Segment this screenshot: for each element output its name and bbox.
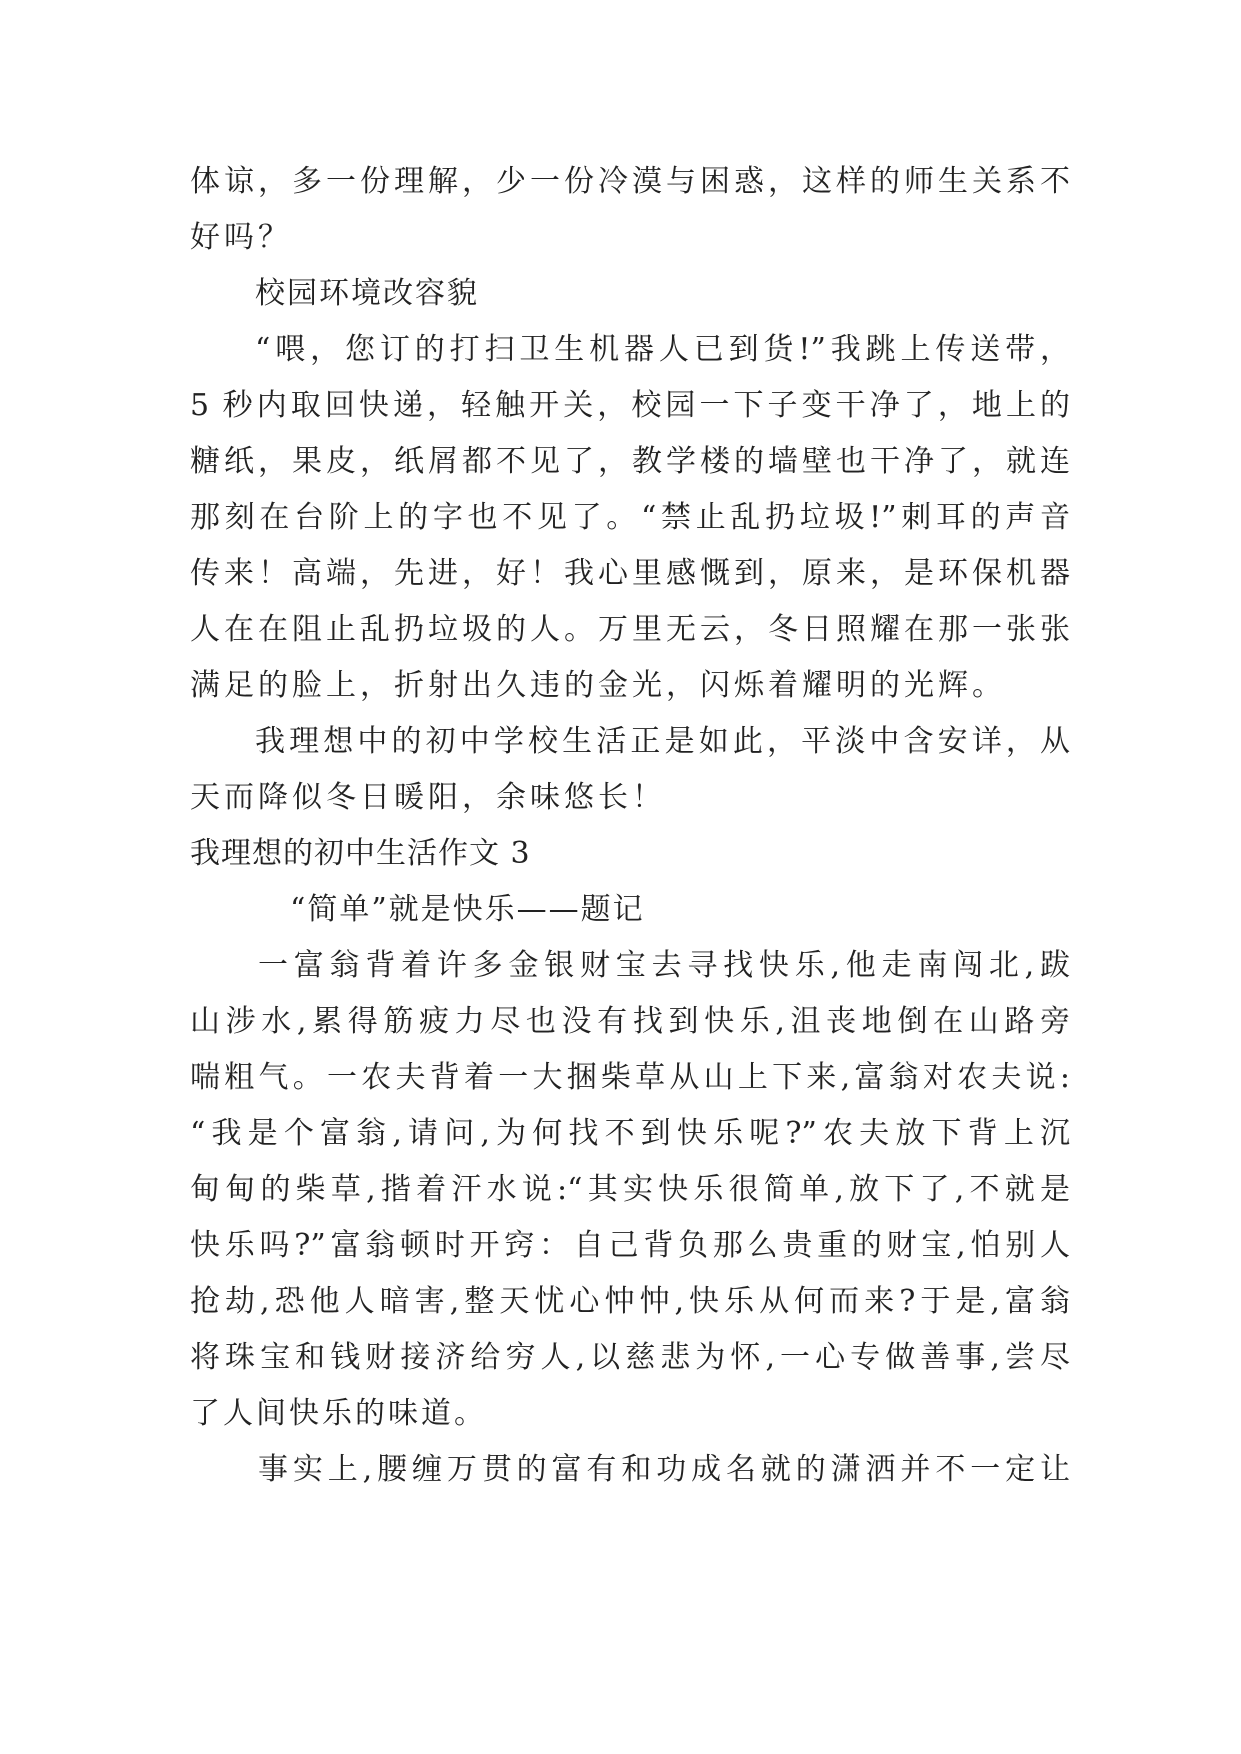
body-text-line: 那刻在台阶上的字也不见了。“禁止乱扔垃圾!”刺耳的声音 xyxy=(190,500,1070,535)
body-text-line: 传来！高端，先进，好！我心里感慨到，原来，是环保机器 xyxy=(190,556,1070,591)
body-text-line: 人在在阻止乱扔垃圾的人。万里无云，冬日照耀在那一张张 xyxy=(190,612,1070,647)
epigraph: “简单”就是快乐——题记 xyxy=(290,892,645,927)
body-text-line: 好吗？ xyxy=(190,220,292,255)
body-text-line: 快乐吗?”富翁顿时开窍：自己背负那么贵重的财宝,怕别人 xyxy=(190,1228,1070,1263)
body-text-line: “喂，您订的打扫卫生机器人已到货!”我跳上传送带， xyxy=(255,332,1070,367)
body-text-line: 了人间快乐的味道。 xyxy=(190,1396,487,1431)
body-text-line: 体谅，多一份理解，少一份冷漠与困惑，这样的师生关系不 xyxy=(190,164,1070,199)
body-text-line: 5 秒内取回快递，轻触开关，校园一下子变干净了，地上的 xyxy=(190,388,1070,423)
body-text-line: 喘粗气。一农夫背着一大捆柴草从山上下来,富翁对农夫说: xyxy=(190,1060,1070,1095)
body-text-line: 将珠宝和钱财接济给穷人,以慈悲为怀,一心专做善事,尝尽 xyxy=(190,1340,1070,1375)
body-text-line: 一富翁背着许多金银财宝去寻找快乐,他走南闯北,跋 xyxy=(258,948,1070,983)
body-text-line: 天而降似冬日暖阳，余味悠长！ xyxy=(190,780,666,815)
body-text-line: 糖纸，果皮，纸屑都不见了，教学楼的墙壁也干净了，就连 xyxy=(190,444,1070,479)
body-text-line: 我理想中的初中学校生活正是如此，平淡中含安详，从 xyxy=(255,724,1070,759)
body-text-line: 抢劫,恐他人暗害,整天忧心忡忡,快乐从何而来?于是,富翁 xyxy=(190,1284,1070,1319)
body-text-line: 满足的脸上，折射出久违的金光，闪烁着耀明的光辉。 xyxy=(190,668,1006,703)
body-text-line: 事实上,腰缠万贯的富有和功成名就的潇洒并不一定让 xyxy=(258,1452,1070,1487)
body-text-line: “我是个富翁,请问,为何找不到快乐呢?”农夫放下背上沉 xyxy=(190,1116,1070,1151)
article-title: 我理想的初中生活作文 3 xyxy=(190,836,531,871)
section-subheading: 校园环境改容貌 xyxy=(255,276,479,311)
body-text-line: 甸甸的柴草,揩着汗水说:“其实快乐很简单,放下了,不就是 xyxy=(190,1172,1070,1207)
body-text-line: 山涉水,累得筋疲力尽也没有找到快乐,沮丧地倒在山路旁 xyxy=(190,1004,1070,1039)
